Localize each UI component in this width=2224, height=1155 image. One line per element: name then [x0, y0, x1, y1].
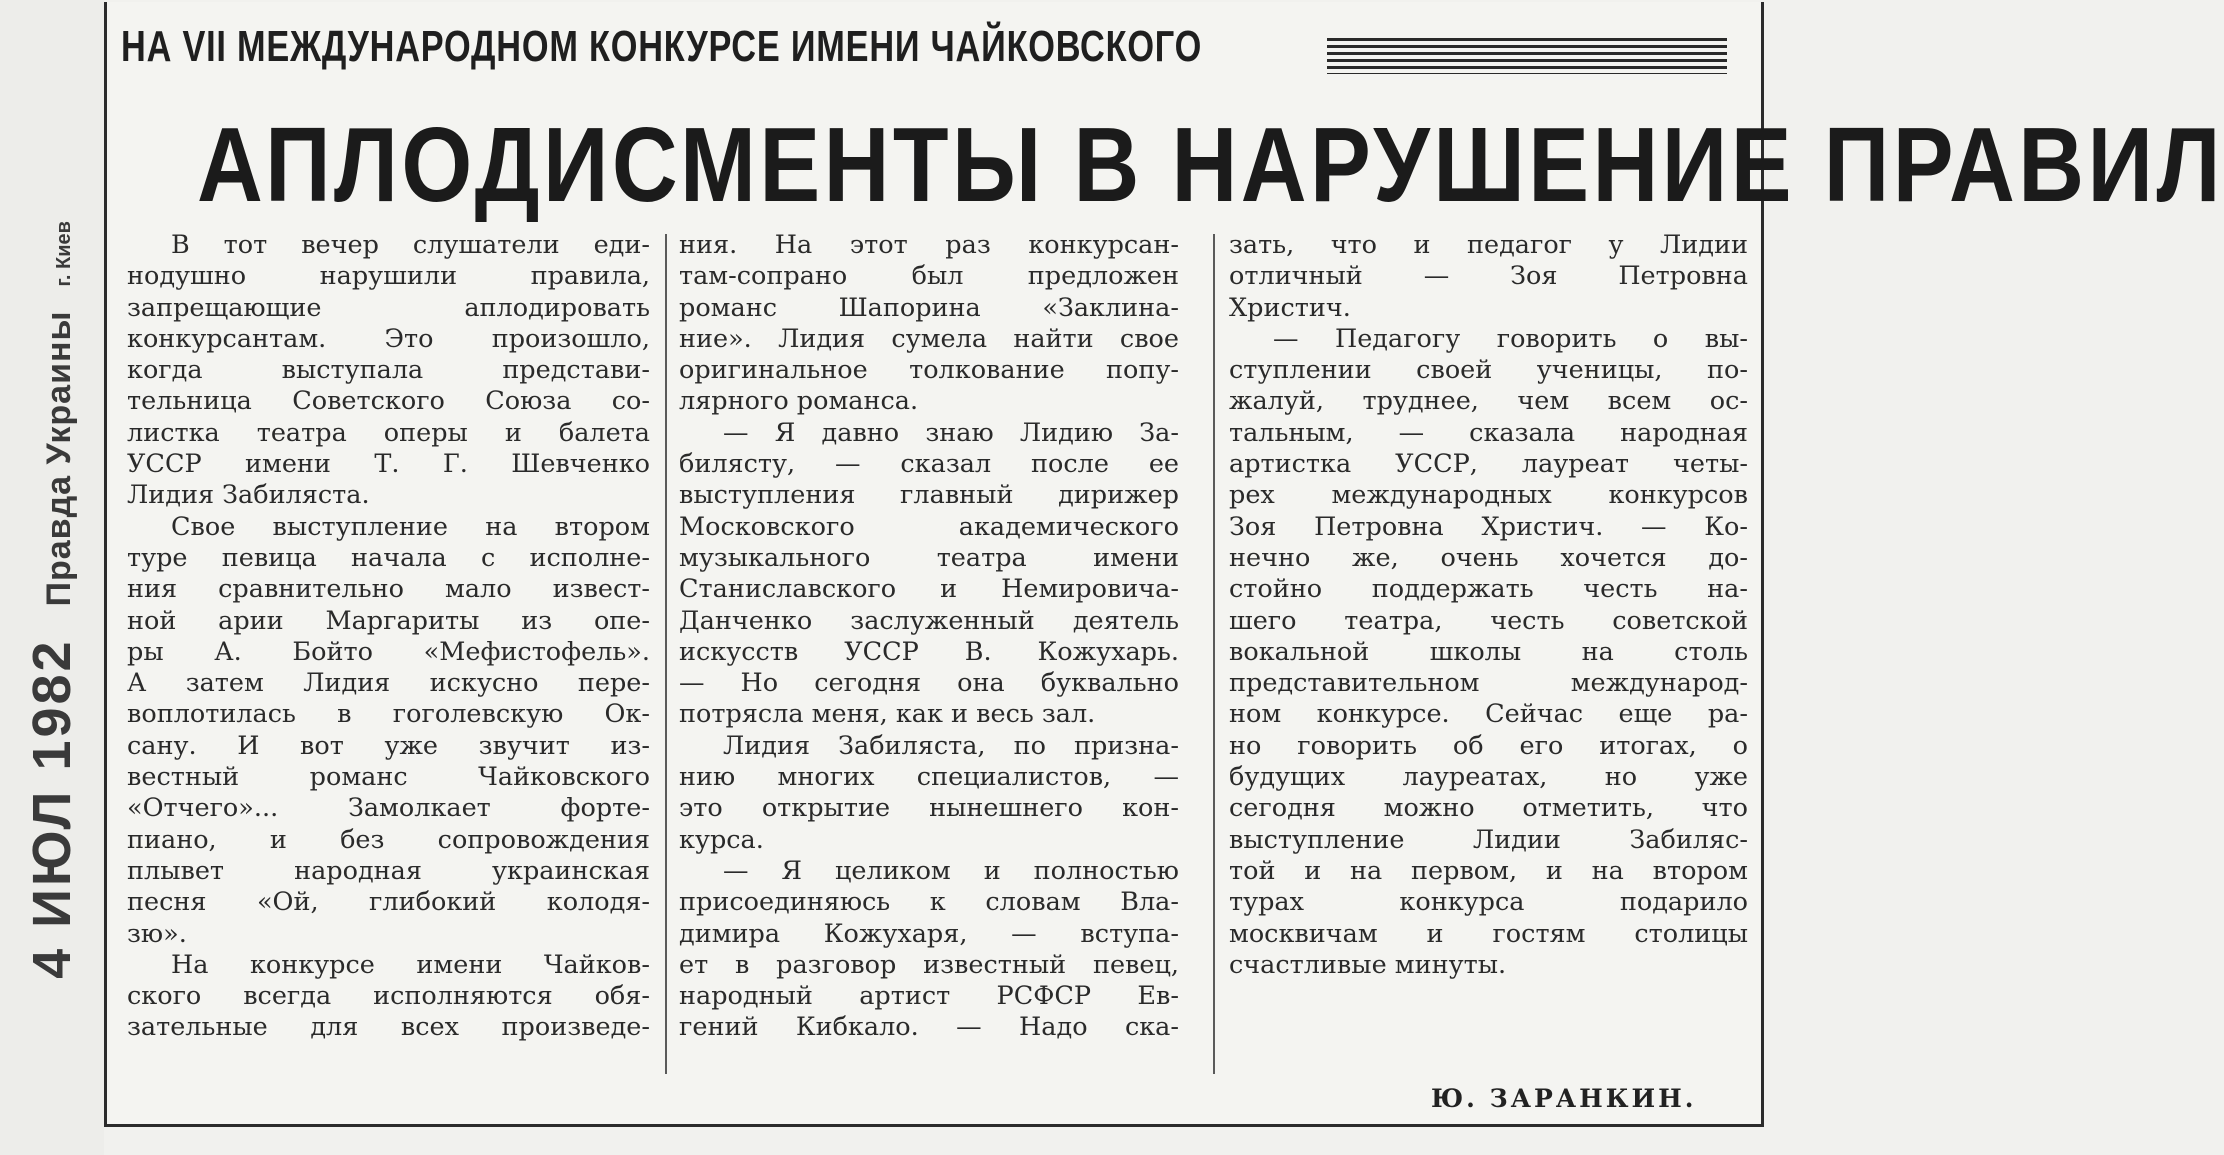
text-line: шего театра, честь советской: [1229, 605, 1748, 636]
text-line: пиано, и без сопровождения: [127, 824, 650, 855]
byline: Ю. ЗАРАНКИН.: [1431, 1084, 1697, 1113]
text-line: нечно же, очень хочется до-: [1229, 542, 1748, 573]
text-line: ние». Лидия сумела найти свое: [679, 323, 1179, 354]
text-line: стойно поддержать честь на-: [1229, 574, 1748, 605]
text-line: москвичам и гостям столицы: [1229, 918, 1748, 949]
text-line: выступления главный дирижер: [679, 480, 1179, 511]
stamp-date: 4 ИЮЛ 1982: [22, 638, 82, 979]
text-line: Лидия Забиляста.: [127, 480, 370, 511]
text-line: зю».: [127, 918, 187, 949]
text-line: будущих лауреатах, но уже: [1229, 762, 1748, 793]
decorative-rule: [1327, 38, 1727, 74]
text-line: но говорить об его итогах, о: [1229, 730, 1748, 761]
text-line: УССР имени Т. Г. Шевченко: [127, 449, 650, 480]
text-line: листка театра оперы и балета: [127, 417, 650, 448]
text-line: романс Шапорина «Заклина-: [679, 292, 1179, 323]
text-line: конкурсантам. Это произошло,: [127, 323, 650, 354]
text-line: — Педагогу говорить о вы-: [1273, 323, 1748, 354]
text-line: На конкурсе имени Чайков-: [171, 949, 650, 980]
archive-stamp: [21, 221, 83, 979]
text-line: билясту, — сказал после ее: [679, 449, 1179, 480]
text-line: курса.: [679, 824, 764, 855]
text-line: рех международных конкурсов: [1229, 480, 1748, 511]
text-line: сану. И вот уже звучит из-: [127, 730, 650, 761]
clipping-margin: [0, 0, 104, 1155]
text-line: сегодня можно отметить, что: [1229, 793, 1748, 824]
text-line: Московского академического: [679, 511, 1179, 542]
text-line: Лидия Забиляста, по призна-: [723, 730, 1179, 761]
stamp-newspaper: Правда Украины: [40, 310, 78, 607]
text-line: турах конкурса подарило: [1229, 887, 1748, 918]
text-line: запрещающие аплодировать: [127, 292, 650, 323]
text-line: воплотилась в гоголевскую Ок-: [127, 699, 650, 730]
text-line: музыкального театра имени: [679, 542, 1179, 573]
text-line: тальным, — сказала народная: [1229, 417, 1748, 448]
text-line: той и на первом, и на втором: [1229, 855, 1748, 886]
text-line: Зоя Петровна Христич. — Ко-: [1229, 511, 1748, 542]
text-line: зательные для всех произведе-: [127, 1012, 650, 1043]
text-line: счастливые минуты.: [1229, 949, 1507, 980]
text-line: — Я целиком и полностью: [723, 855, 1179, 886]
text-line: ном конкурсе. Сейчас еще ра-: [1229, 699, 1748, 730]
column-divider: [665, 234, 667, 1074]
text-line: — Но сегодня она буквально: [679, 668, 1179, 699]
text-line: жалуй, труднее, чем всем ос-: [1229, 386, 1748, 417]
article-column-2: [679, 230, 1179, 1044]
text-line: Свое выступление на втором: [171, 511, 650, 542]
text-line: вокальной школы на столь: [1229, 636, 1748, 667]
text-line: песня «Ой, глибокий колодя-: [127, 887, 650, 918]
text-line: ского всегда исполняются обя-: [127, 981, 650, 1012]
article-clipping: [104, 2, 2224, 1127]
text-line: Данченко заслуженный деятель: [679, 605, 1179, 636]
text-line: нодушно нарушили правила,: [127, 261, 650, 292]
text-line: плывет народная украинская: [127, 855, 650, 886]
text-line: нию многих специалистов, —: [679, 762, 1179, 793]
text-line: тельница Советского Союза со-: [127, 386, 650, 417]
text-line: В тот вечер слушатели еди-: [171, 230, 650, 260]
text-line: представительном международ-: [1229, 668, 1748, 699]
text-line: — Я давно знаю Лидию За-: [723, 417, 1179, 448]
text-line: Станиславского и Немировича-: [679, 574, 1179, 605]
text-line: ет в разговор известный певец,: [679, 949, 1179, 980]
text-line: там-сопрано был предложен: [679, 261, 1179, 292]
text-line: Христич.: [1229, 292, 1351, 323]
text-line: А затем Лидия искусно пере-: [127, 668, 650, 699]
text-line: артистка УССР, лауреат четы-: [1229, 449, 1748, 480]
text-line: ры А. Бойто «Мефистофель».: [127, 636, 650, 667]
text-line: лярного романса.: [679, 386, 919, 417]
text-line: ния. На этот раз конкурсан-: [679, 230, 1179, 260]
text-line: выступление Лидии Забиляс-: [1229, 824, 1748, 855]
article-column-3: [1229, 230, 1748, 981]
kicker-title: НА VII МЕЖДУНАРОДНОМ КОНКУРСЕ ИМЕНИ ЧАЙКОВСКОГО: [121, 22, 1203, 71]
text-line: это открытие нынешнего кон-: [679, 793, 1179, 824]
text-line: вестный романс Чайковского: [127, 762, 650, 793]
text-line: присоединяюсь к словам Вла-: [679, 887, 1179, 918]
text-line: «Отчего»... Замолкает форте-: [127, 793, 650, 824]
text-line: гений Кибкало. — Надо ска-: [679, 1012, 1179, 1043]
article-column-1: [127, 230, 650, 1044]
text-line: димира Кожухаря, — вступа-: [679, 918, 1179, 949]
text-line: туре певица начала с исполне-: [127, 542, 650, 573]
text-line: отличный — Зоя Петровна: [1229, 261, 1748, 292]
text-line: искусств УССР В. Кожухарь.: [679, 636, 1179, 667]
text-line: когда выступала представи-: [127, 355, 650, 386]
text-line: народный артист РСФСР Ев-: [679, 981, 1179, 1012]
text-line: оригинальное толкование попу-: [679, 355, 1179, 386]
text-line: ния сравнительно мало извест-: [127, 574, 650, 605]
text-line: ной арии Маргариты из опе-: [127, 605, 650, 636]
headline: АПЛОДИСМЕНТЫ В НАРУШЕНИЕ ПРАВИЛ: [197, 106, 2224, 224]
text-line: зать, что и педагог у Лидии: [1229, 230, 1748, 260]
stamp-city: г. Киев: [53, 221, 75, 287]
column-divider: [1213, 234, 1215, 1074]
text-line: ступлении своей ученицы, по-: [1229, 355, 1748, 386]
text-line: потрясла меня, как и весь зал.: [679, 699, 1096, 730]
